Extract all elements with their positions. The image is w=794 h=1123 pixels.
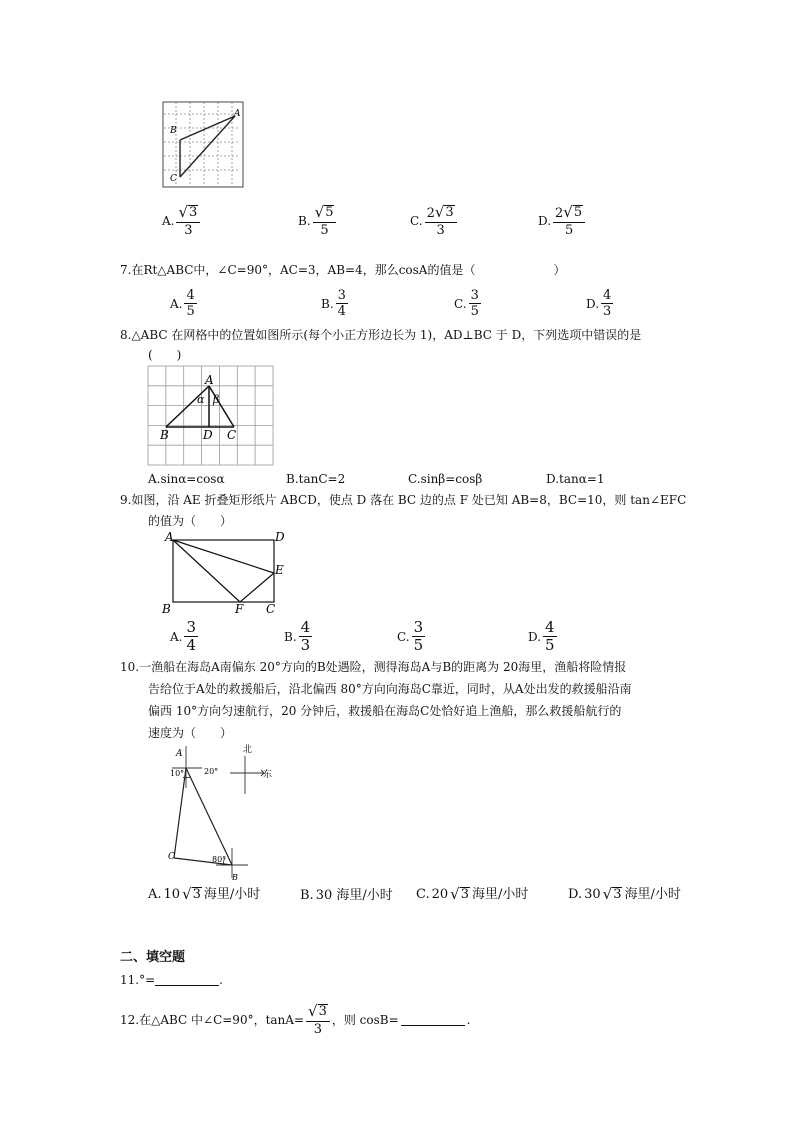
q10-segment-ac bbox=[174, 768, 186, 858]
section-title-fill-in: 二、填空题 bbox=[120, 950, 186, 965]
q8-grid-figure bbox=[147, 365, 275, 467]
q6-option-c[interactable]: C. 2 √ 3 3 bbox=[410, 205, 457, 237]
q6-grid-figure bbox=[160, 100, 246, 190]
q8-option-d[interactable]: D.tanα=1 bbox=[546, 472, 605, 486]
q12-answer-blank[interactable] bbox=[401, 1014, 465, 1026]
q9-rectangle-figure bbox=[158, 528, 290, 618]
q9-option-c[interactable]: C. $\frac{3}{5}$ bbox=[397, 618, 424, 654]
q9-label-e: E bbox=[275, 563, 284, 577]
q8-option-c[interactable]: C.sinβ=cosβ bbox=[408, 472, 483, 486]
q10-label-a: A bbox=[176, 749, 183, 759]
q6-label-b: B bbox=[170, 126, 177, 136]
q8-label-a: A bbox=[205, 373, 214, 387]
q10-label-east: 东 bbox=[263, 770, 273, 780]
q8-option-b[interactable]: B.tanC=2 bbox=[286, 472, 346, 486]
q10-segment-ab bbox=[186, 768, 232, 865]
q10-option-b[interactable]: B. 30 海里/小时 bbox=[300, 888, 393, 903]
q8-label-b: B bbox=[160, 428, 169, 442]
q10-option-c[interactable]: C. 20 √ 3 海里/小时 bbox=[416, 885, 529, 903]
q9-segment-af bbox=[173, 540, 240, 602]
q9-segment-fe bbox=[240, 573, 274, 602]
q6-label-a: A bbox=[234, 109, 241, 119]
q6-side-ac bbox=[180, 116, 235, 177]
q7-option-c[interactable]: C. $\frac{3}{5}$ bbox=[454, 288, 479, 319]
q8-paren: ( ) bbox=[148, 348, 182, 362]
q9-stem-line1: 9.如图，沿 AE 折叠矩形纸片 ABCD，使点 D 落在 BC 边的点 F 处已知 AB=8，BC=10，则 tan∠EFC bbox=[120, 493, 687, 507]
q7-option-b[interactable]: B. $\frac{3}{4}$ bbox=[321, 288, 346, 319]
q9-label-a: A bbox=[165, 530, 174, 544]
q11-line: 11.°= . bbox=[120, 973, 223, 987]
q8-label-beta: β bbox=[213, 393, 220, 406]
q8-label-alpha: α bbox=[197, 393, 205, 406]
q6-option-a[interactable]: A. √ 3 3 bbox=[162, 205, 200, 237]
q6-option-b[interactable]: B. √ 5 5 bbox=[298, 205, 336, 237]
q9-label-b: B bbox=[162, 602, 171, 616]
q9-rectangle-abcd bbox=[173, 540, 274, 602]
q10-bearing-figure bbox=[160, 738, 280, 884]
q10-label-north: 北 bbox=[243, 745, 253, 755]
q10-stem-line1: 10.一渔船在海岛A南偏东 20°方向的B处遇险，测得海岛A与B的距离为 20海里，渔船将险情报 bbox=[120, 660, 627, 674]
q10-option-d[interactable]: D. 30 √ 3 海里/小时 bbox=[568, 885, 681, 903]
q6-option-d[interactable]: D. 2 √ 5 5 bbox=[538, 205, 585, 237]
q8-label-d: D bbox=[203, 428, 213, 442]
q8-option-a[interactable]: A.sinα=cosα bbox=[148, 472, 225, 486]
q10-label-80deg: 80° bbox=[212, 855, 227, 864]
q9-label-d: D bbox=[275, 530, 285, 544]
q8-stem: 8.△ABC 在网格中的位置如图所示(每个小正方形边长为 1)，AD⊥BC 于 D，下列选项中错误的是 bbox=[120, 328, 642, 342]
q10-label-c: C bbox=[168, 852, 175, 862]
q9-label-f: F bbox=[235, 602, 244, 616]
q9-stem-line2: 的值为（ ） bbox=[148, 514, 233, 528]
q7-stem: 7.在Rt△ABC中，∠C=90°，AC=3，AB=4，那么cosA的值是（ ） bbox=[120, 263, 566, 277]
q9-option-d[interactable]: D. $\frac{4}{5}$ bbox=[528, 618, 555, 654]
q6-label-c: C bbox=[170, 174, 177, 184]
q9-option-b[interactable]: B. $\frac{4}{3}$ bbox=[284, 618, 311, 654]
q10-label-20deg: 20° bbox=[204, 767, 219, 776]
q9-option-a[interactable]: A. $\frac{3}{4}$ bbox=[170, 618, 197, 654]
q12-line: 12.在△ABC 中∠C=90°，tanA= √ 3 3 ，则 cosB= . bbox=[120, 1002, 471, 1037]
q11-answer-blank[interactable] bbox=[155, 974, 219, 986]
q10-label-b: B bbox=[232, 873, 238, 882]
q10-stem-line3: 偏西 10°方向匀速航行，20 分钟后，救援船在海岛C处恰好追上渔船，那么救援船航行的 bbox=[148, 704, 622, 718]
q10-stem-line4: 速度为（ ） bbox=[148, 726, 233, 740]
q7-option-d[interactable]: D. $\frac{4}{3}$ bbox=[586, 288, 612, 319]
q9-label-c: C bbox=[266, 602, 276, 616]
q10-stem-line2: 告给位于A处的救援船后，沿北偏西 80°方向向海岛C靠近，同时，从A处出发的救援船沿南 bbox=[148, 682, 632, 696]
q8-label-c: C bbox=[227, 428, 237, 442]
q7-option-a[interactable]: A. $\frac{4}{5}$ bbox=[170, 288, 195, 319]
q9-fold-ae bbox=[173, 540, 274, 573]
q10-label-10deg: 10° bbox=[170, 769, 185, 778]
q10-option-a[interactable]: A. 10 √ 3 海里/小时 bbox=[148, 885, 261, 903]
q10-angle-arc-20 bbox=[186, 777, 190, 778]
